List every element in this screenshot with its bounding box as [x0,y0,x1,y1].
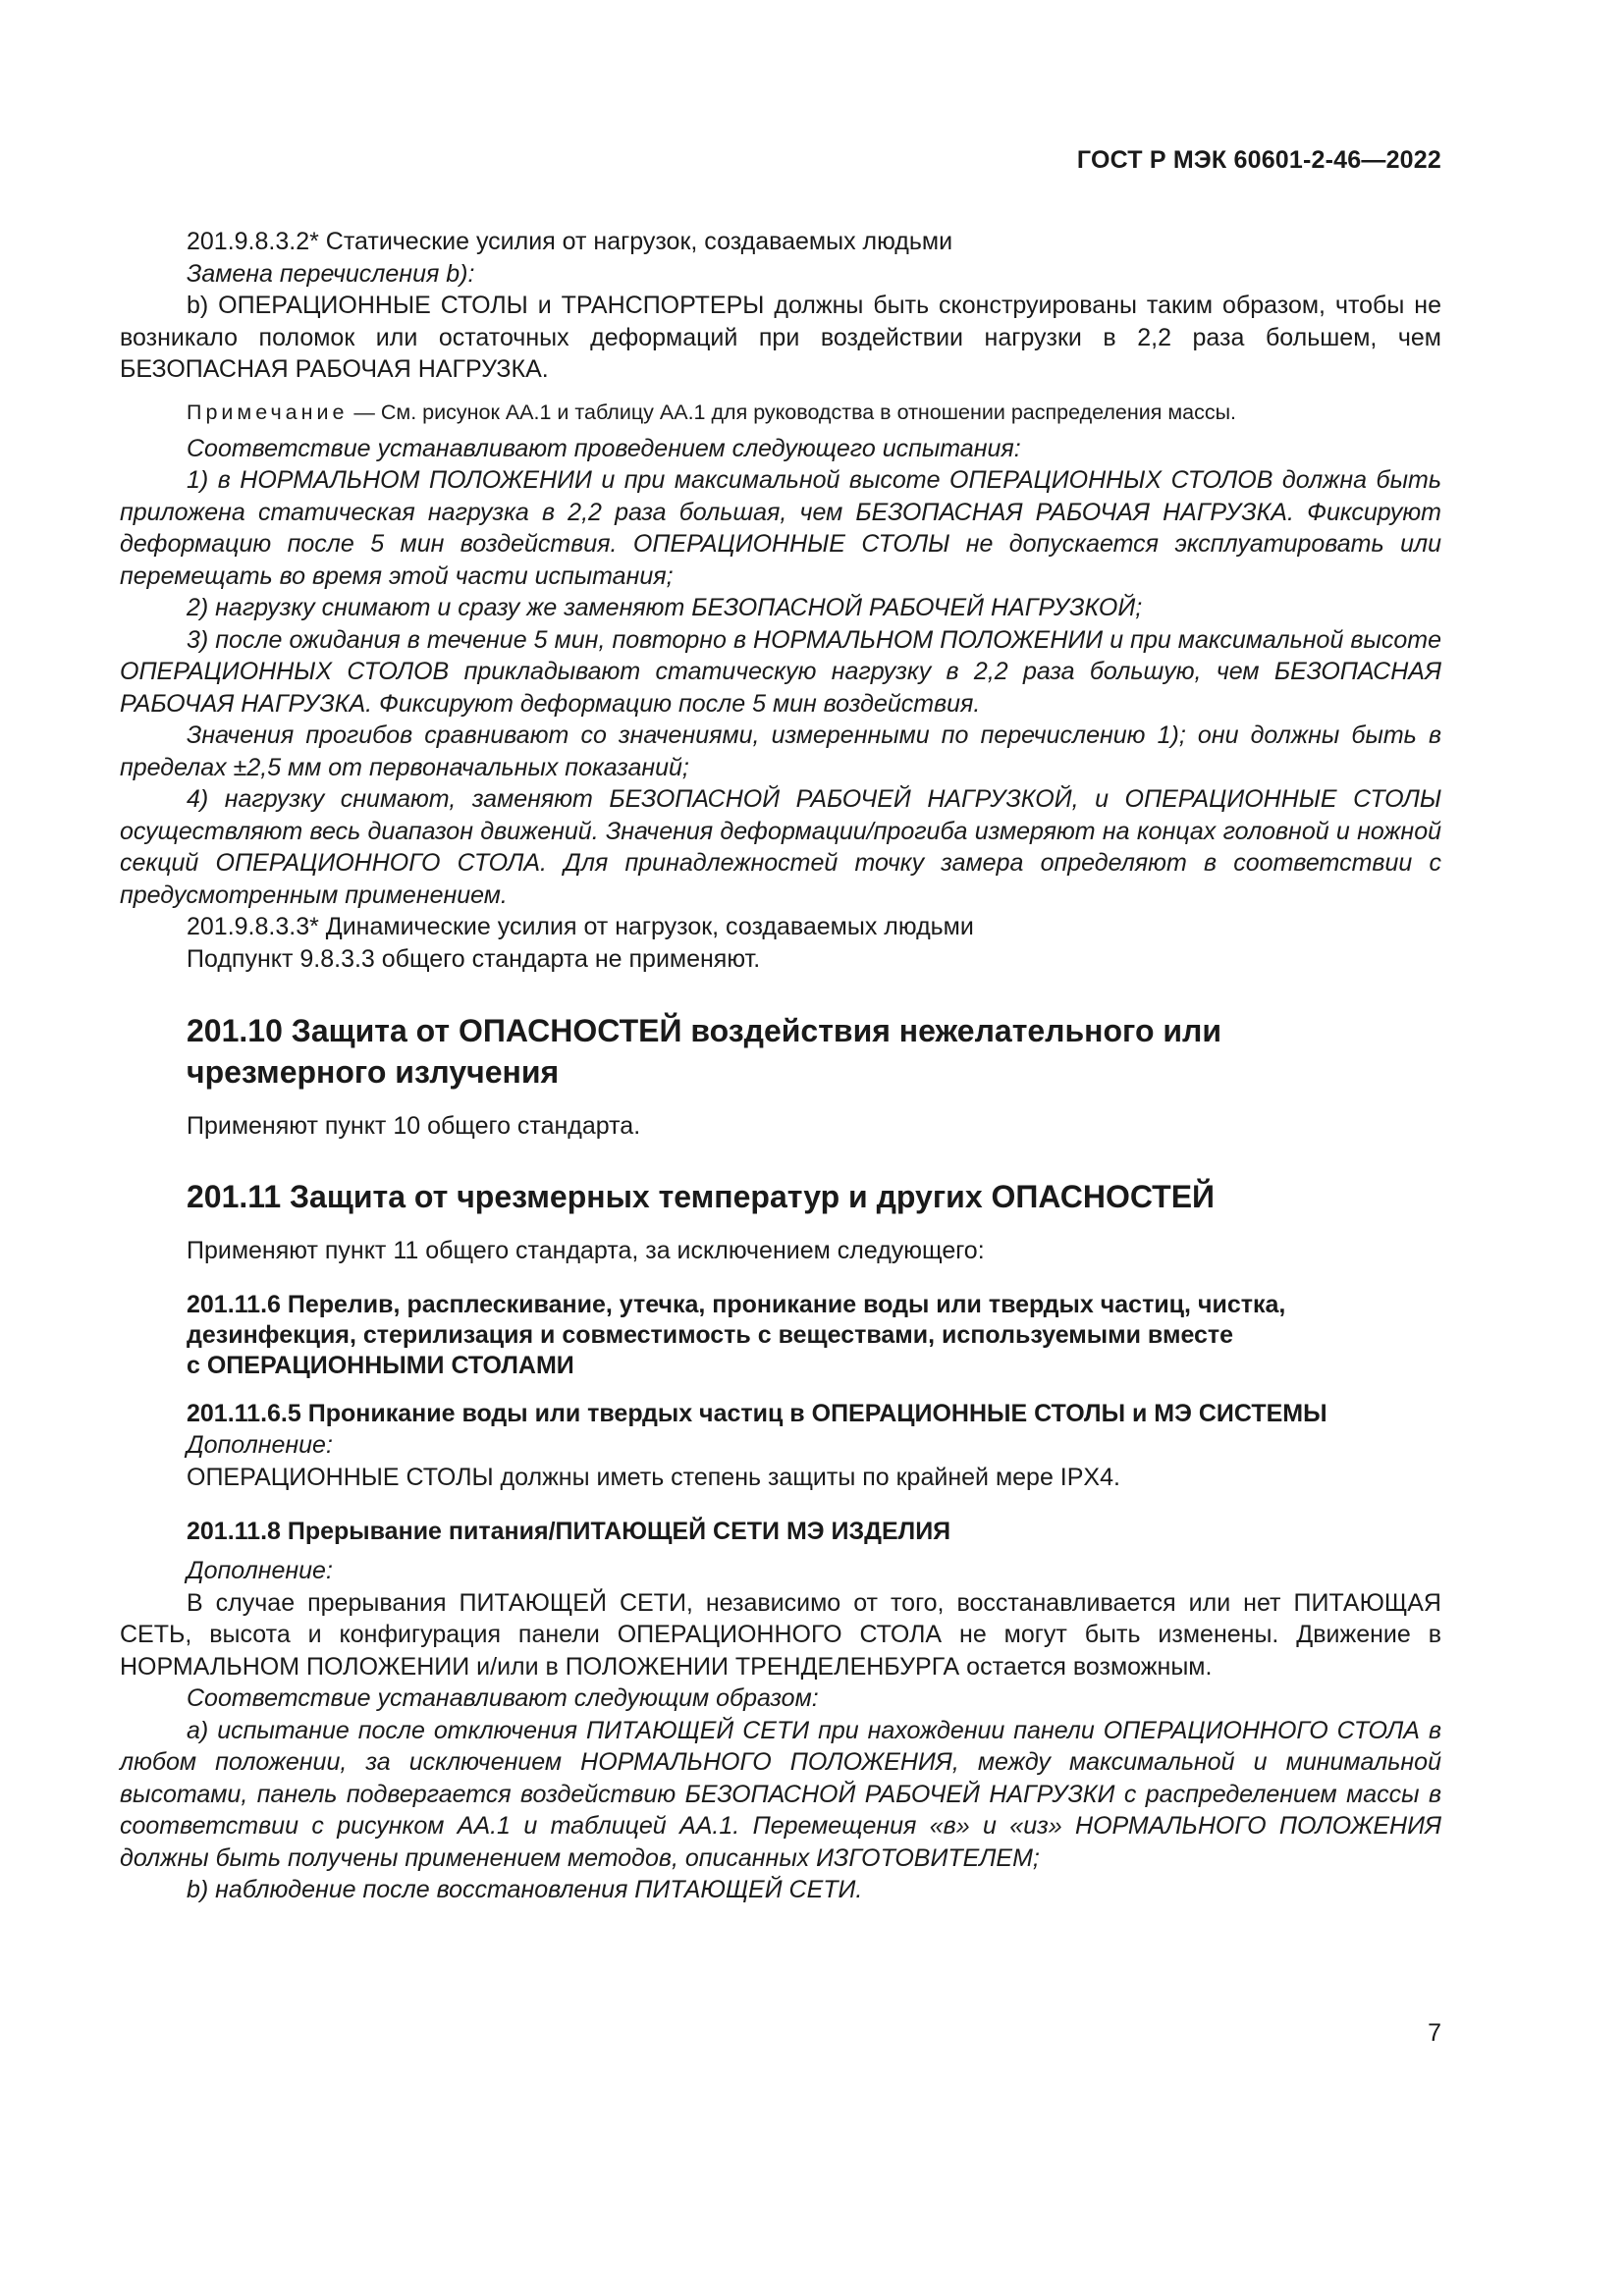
test-step-3: 3) после ожидания в течение 5 мин, повторно в НОРМАЛЬНОМ ПОЛОЖЕНИИ и при максимальной высоте ОПЕРАЦИОННЫХ СТОЛОВ прикладывают статическую нагрузку в 2,2 раза большую, чем БЕЗОПАСНАЯ РАБОЧАЯ НАГРУЗКА. Фиксируют деформацию после 5 мин воздействия. [120,625,1441,718]
subsection-heading-201-11-8: 201.11.8 Прерывание питания/ПИТАЮЩЕЙ СЕТИ МЭ ИЗДЕЛИЯ [187,1518,951,1545]
subclause-heading-9-8-3-3: 201.9.8.3.3* Динамические усилия от нагрузок, создаваемых людьми [187,913,974,940]
subsection-heading-201-11-6-5: 201.11.6.5 Проникание воды или твердых частиц в ОПЕРАЦИОННЫЕ СТОЛЫ и МЭ СИСТЕМЫ [187,1400,1327,1427]
test-step-1: 1) в НОРМАЛЬНОМ ПОЛОЖЕНИИ и при максимальной высоте ОПЕРАЦИОННЫХ СТОЛОВ должна быть приложена статическая нагрузка в 2,2 раза большая, чем БЕЗОПАСНАЯ РАБОЧАЯ НАГРУЗКА. Фиксируют деформацию после 5 мин воздействия. ОПЕРАЦИОННЫЕ СТОЛЫ не допускается эксплуатировать или перемещать во время этой части испытания; [120,466,1441,590]
note [120,398,1441,427]
paragraph: Подпункт 9.8.3.3 общего стандарта не применяют. [187,944,761,973]
heading-line: чрезмерного излучения [187,1054,560,1090]
subclause-heading-9-8-3-2: 201.9.8.3.2* Статические усилия от нагрузок, создаваемых людьми [187,228,953,255]
subsection-heading-201-11-6 [120,1290,1441,1381]
replacement-label: Замена перечисления b): [187,259,475,288]
test-item-a: a) испытание после отключения ПИТАЮЩЕЙ СЕТИ при нахождении панели ОПЕРАЦИОННОГО СТОЛА в любом положении, за исключением НОРМАЛЬНОГО ПОЛОЖЕНИЯ, между максимальной и минимальной высотами, панель подвергается воздействию БЕЗОПАСНОЙ РАБОЧЕЙ НАГРУЗКИ с распределением массы в соответствии с рисунком АА.1 и таблицей АА.1. Перемещения «в» и «из» НОРМАЛЬНОГО ПОЛОЖЕНИЯ должны быть получены применением методов, описанных ИЗГОТОВИТЕЛЕМ; [120,1716,1441,1872]
heading-line: с ОПЕРАЦИОННЫМИ СТОЛАМИ [187,1352,574,1379]
note-text: — См. рисунок АА.1 и таблицу АА.1 для руководства в отношении распределения массы. [348,400,1237,424]
section-heading-201-10 [120,1010,1441,1093]
section-heading-201-11: 201.11 Защита от чрезмерных температур и других ОПАСНОСТЕЙ [187,1178,1216,1214]
heading-line: 201.11.6 Перелив, расплескивание, утечка, проникание воды или твердых частиц, чистка, [187,1291,1286,1318]
heading-line: 201.10 Защита от ОПАСНОСТЕЙ воздействия нежелательного или [187,1013,1222,1048]
paragraph: Применяют пункт 11 общего стандарта, за исключением следующего: [187,1236,985,1264]
deflection-comparison: Значения прогибов сравнивают со значениями, измеренными по перечислению 1); они должны быть в пределах ±2,5 мм от первоначальных показаний; [120,721,1441,781]
test-step-2: 2) нагрузку снимают и сразу же заменяют БЕЗОПАСНОЙ РАБОЧЕЙ НАГРУЗКОЙ; [187,594,1143,621]
document-header: ГОСТ Р МЭК 60601-2-46—2022 [1076,146,1441,174]
paragraph: Применяют пункт 10 общего стандарта. [187,1112,641,1140]
addition-label: Дополнение: [187,1431,333,1459]
test-step-4: 4) нагрузку снимают, заменяют БЕЗОПАСНОЙ РАБОЧЕЙ НАГРУЗКОЙ, и ОПЕРАЦИОННЫЕ СТОЛЫ осуществляют весь диапазон движений. Значения деформации/прогиба измеряют на концах головной и ножной секций ОПЕРАЦИОННОГО СТОЛА. Для принадлежностей точку замера определяют в соответствии с предусмотренным применением. [120,785,1441,909]
paragraph: В случае прерывания ПИТАЮЩЕЙ СЕТИ, независимо от того, восстанавливается или нет ПИТАЮЩАЯ СЕТЬ, высота и конфигурация панели ОПЕРАЦИОННОГО СТОЛА не могут быть изменены. Движение в НОРМАЛЬНОМ ПОЛОЖЕНИИ и/или в ПОЛОЖЕНИИ ТРЕНДЕЛЕНБУРГА остается возможным. [120,1588,1441,1681]
test-item-b: b) наблюдение после восстановления ПИТАЮЩЕЙ СЕТИ. [187,1876,863,1903]
compliance-intro: Соответствие устанавливают следующим образом: [187,1684,819,1712]
page-content [120,226,1441,1906]
addition-label: Дополнение: [187,1557,333,1584]
page-number: 7 [1428,2019,1441,2047]
paragraph: b) ОПЕРАЦИОННЫЕ СТОЛЫ и ТРАНСПОРТЕРЫ должны быть сконструированы таким образом, чтобы не возникало поломок или остаточных деформаций при воздействии нагрузки в 2,2 раза большем, чем БЕЗОПАСНАЯ РАБОЧАЯ НАГРУЗКА. [120,292,1441,383]
heading-line: дезинфекция, стерилизация и совместимость с веществами, используемыми вместе [187,1321,1234,1349]
paragraph: ОПЕРАЦИОННЫЕ СТОЛЫ должны иметь степень защиты по крайней мере IPX4. [187,1463,1120,1491]
note-label: Примечание [187,400,349,424]
compliance-intro: Соответствие устанавливают проведением следующего испытания: [187,434,1021,462]
